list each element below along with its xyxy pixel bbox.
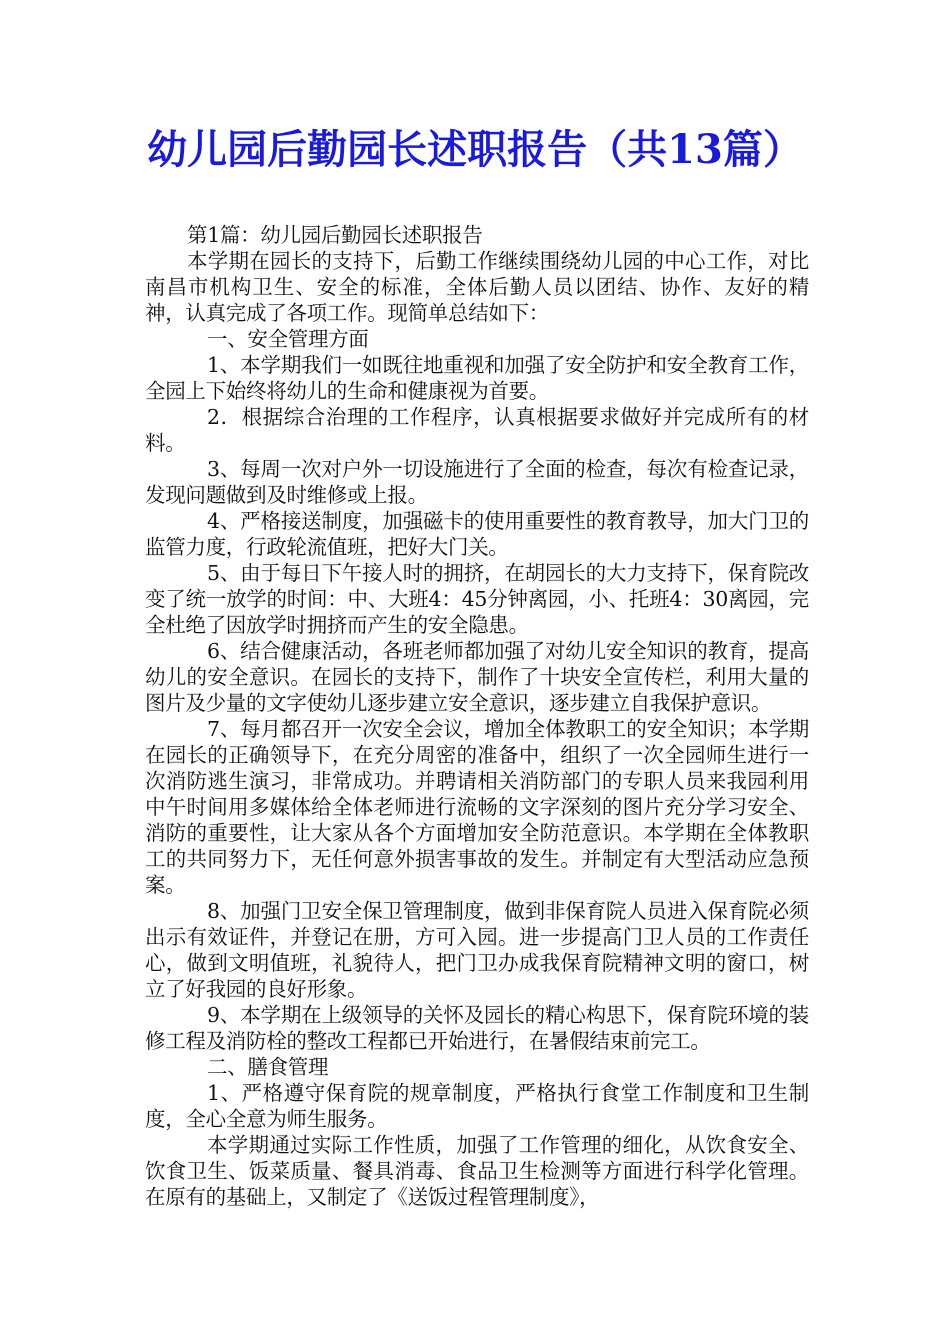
body-paragraph: 2．根据综合治理的工作程序，认真根据要求做好并完成所有的材料。 — [145, 405, 809, 455]
body-paragraph: 8、加强门卫安全保卫管理制度，做到非保育院人员进入保育院必须出示有效证件，并登记在册，方可入园。进一步提高门卫人员的工作责任心，做到文明值班，礼貌待人，把门卫办成我保育院精神文明的窗口，树立了好我园的良好形象。 — [145, 899, 809, 1001]
section-heading: 一、安全管理方面 — [207, 327, 369, 351]
body-paragraph: 4、严格接送制度，加强磁卡的使用重要性的教育教导，加大门卫的监管力度，行政轮流值班，把好大门关。 — [145, 509, 809, 559]
body-paragraph: 3、每周一次对户外一切设施进行了全面的检查，每次有检查记录，发现问题做到及时维修或上报。 — [145, 457, 809, 507]
document-title: 幼儿园后勤园长述职报告（共13篇） — [147, 126, 803, 173]
body-paragraph: 本学期通过实际工作性质，加强了工作管理的细化，从饮食安全、饮食卫生、饭菜质量、餐具消毒、食品卫生检测等方面进行科学化管理。在原有的基础上，又制定了《送饭过程管理制度》， — [145, 1133, 809, 1209]
body-paragraph: 9、本学期在上级领导的关怀及园长的精心构思下，保育院环境的装修工程及消防栓的整改工程都已开始进行，在暑假结束前完工。 — [145, 1003, 809, 1053]
body-paragraph: 7、每月都召开一次安全会议，增加全体教职工的安全知识；本学期在园长的正确领导下，在充分周密的准备中，组织了一次全园师生进行一次消防逃生演习，非常成功。并聘请相关消防部门的专职人员来我园利用中午时间用多媒体给全体老师进行流畅的文字深刻的图片充分学习安全、消防的重要性，让大家从各个方面增加安全防范意识。本学期在全体教职工的共同努力下，无任何意外损害事故的发生。并制定有大型活动应急预案。 — [145, 717, 809, 897]
body-paragraph: 6、结合健康活动，各班老师都加强了对幼儿安全知识的教育，提高幼儿的安全意识。在园长的支持下，制作了十块安全宣传栏，利用大量的图片及少量的文字使幼儿逐步建立安全意识，逐步建立自我保护意识。 — [145, 639, 809, 715]
document-body — [145, 222, 809, 1210]
section-heading: 二、膳食管理 — [207, 1055, 329, 1079]
body-paragraph: 本学期在园长的支持下，后勤工作继续围绕幼儿园的中心工作，对比南昌市机构卫生、安全的标准，全体后勤人员以团结、协作、友好的精神，认真完成了各项工作。现简单总结如下： — [145, 249, 809, 325]
body-paragraph: 5、由于每日下午接人时的拥挤，在胡园长的大力支持下，保育院改变了统一放学的时间：中、大班4：45分钟离园，小、托班4：30离园，完全杜绝了因放学时拥挤而产生的安全隐患。 — [145, 561, 809, 637]
body-paragraph: 第1篇：幼儿园后勤园长述职报告 — [187, 223, 483, 247]
body-paragraph: 1、本学期我们一如既往地重视和加强了安全防护和安全教育工作，全园上下始终将幼儿的生命和健康视为首要。 — [145, 353, 809, 403]
body-paragraph: 1、严格遵守保育院的规章制度，严格执行食堂工作制度和卫生制度，全心全意为师生服务。 — [145, 1081, 809, 1131]
